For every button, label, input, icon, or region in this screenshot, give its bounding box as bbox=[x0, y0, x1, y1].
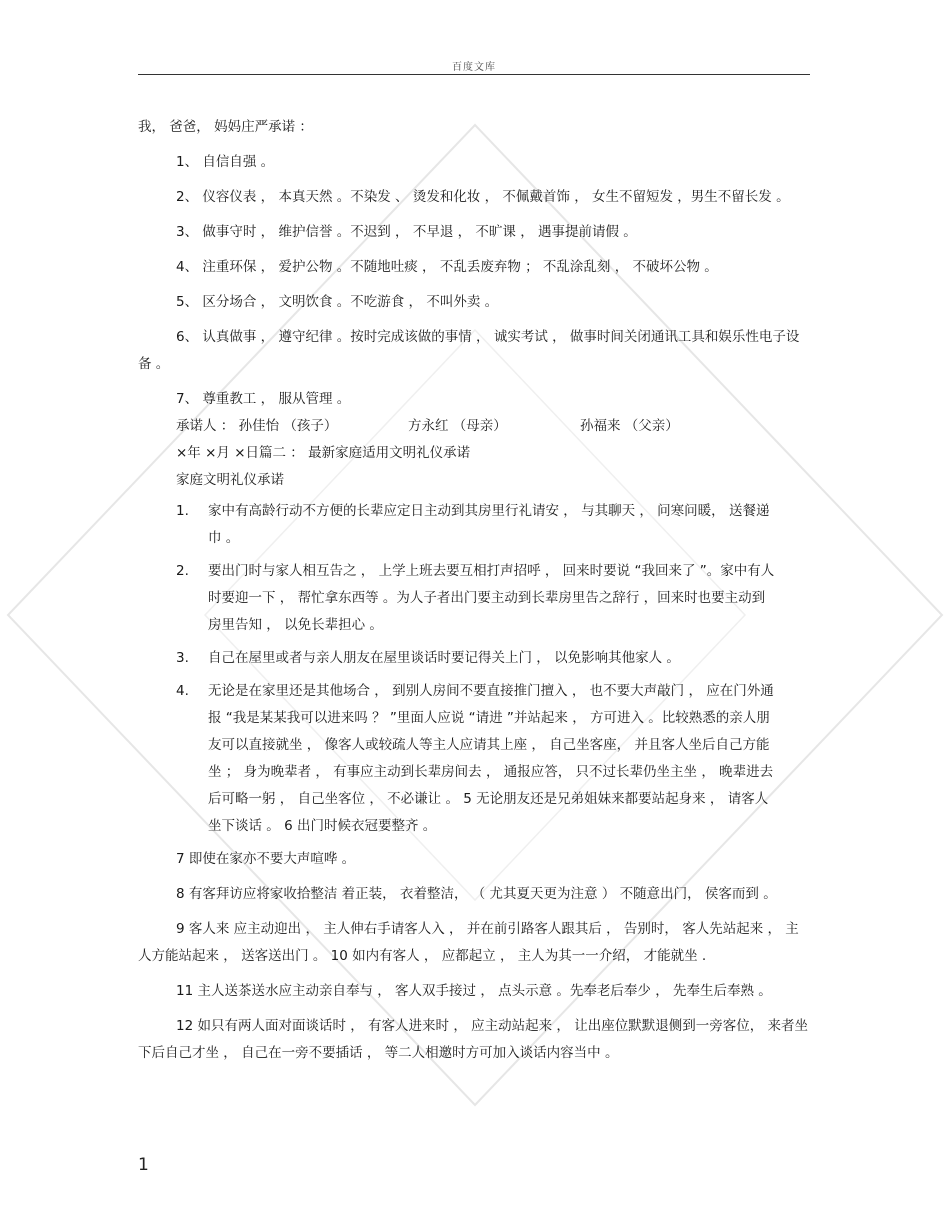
header-divider bbox=[138, 74, 810, 75]
section-subtitle: 家庭文明礼仪承诺 bbox=[176, 472, 284, 488]
pledge-item: 5、 区分场合 ， 文明饮食 。不吃游食 ， 不叫外卖 。 bbox=[176, 294, 499, 310]
item-text: 无论是在家里还是其他场合 ， 到别人房间不要直接推门擅入 ， 也不要大声敲门 ， 应在门外通报 “我是某某我可以进来吗 ？ ”里面人应说 “请进 ”并站起来 ， 方可进入 。比较熟悉的亲人朋友可以直接就坐 ， 像客人或较疏人等主人应请其上座 ， 自己坐客座， 并且客人坐后自己方能坐 ； 身为晚辈者 ， 有事应主动到长辈房间去 ， 通报应答， 只不过长辈仍坐主坐 ， 晚辈进去后可略一躬 ， 自己坐客位 ， 不必谦让 。 5 无论朋友还是兄弟姐妹来都要站起身来 ， 请客人坐下谈话 。 6 出门时候衣冠要整齐 。 bbox=[208, 683, 774, 834]
paragraph-11: 11 主人送茶送水应主动亲自奉与 ， 客人双手接过 ， 点头示意 。先奉老后奉少 ， 先奉生后奉熟 。 bbox=[176, 983, 772, 999]
pledge-item: 2、 仪容仪表 ， 本真天然 。不染发 、 烫发和化妆 ， 不佩戴首饰 ， 女生不留短发 ，男生不留长发 。 bbox=[176, 189, 790, 205]
numbered-item bbox=[138, 558, 810, 639]
item-number: 1. bbox=[176, 503, 189, 519]
paragraph-7: 7 即使在家亦不要大声喧哗 。 bbox=[176, 851, 356, 867]
pledge-item: 7、 尊重教工 ， 服从管理 。 bbox=[176, 391, 351, 407]
item-text: 家中有高龄行动不方便的长辈应定日主动到其房里行礼请安 ， 与其聊天 ， 问寒问暖， 送餐递巾 。 bbox=[208, 503, 770, 546]
item-text: 要出门时与家人相互告之 ， 上学上班去要互相打声招呼 ， 回来时要说 “我回来了 ”。家中有人时要迎一下 ， 帮忙拿东西等 。为人子者出门要主动到长辈房里告之辞行 ，回来时也要主动到房里告知 ， 以免长辈担心 。 bbox=[208, 563, 775, 633]
item-number: 4. bbox=[176, 683, 189, 699]
pledge-item: 1、 自信自强 。 bbox=[176, 154, 275, 170]
paragraph-8: 8 有客拜访应将家收拾整洁 着正装， 衣着整洁， （ 尤其夏天更为注意 ） 不随意出门， 侯客而到 。 bbox=[176, 886, 777, 902]
numbered-item bbox=[138, 498, 810, 552]
paragraph-9: 9 客人来 应主动迎出 ， 主人伸右手请客人入 ， 并在前引路客人跟其后 ， 告别时， 客人先站起来 ， 主人方能站起来 ， 送客送出门 。 10 如内有客人 ， 应都起立 ， 主人为其一一介绍， 才能就坐 . bbox=[138, 921, 799, 964]
pledge-item: 4、 注重环保 ， 爱护公物 。不随地吐痰 ， 不乱丢废弃物 ； 不乱涂乱刻 ， 不破坏公物 。 bbox=[176, 259, 718, 275]
numbered-item bbox=[138, 645, 810, 672]
signer-father: 孙福来 （父亲） bbox=[580, 418, 679, 434]
document-body bbox=[138, 114, 810, 1075]
item-number: 3. bbox=[176, 650, 189, 666]
pledge-item: 6、 认真做事 ， 遵守纪律 。按时完成该做的事情 ， 诚实考试 ， 做事时间关闭通讯工具和娱乐性电子设备 。 bbox=[138, 329, 800, 372]
page-header-title: 百度文库 bbox=[452, 62, 496, 73]
date-line: ×年 ×月 ×日篇二 ： 最新家庭适用文明礼仪承诺 bbox=[176, 445, 471, 461]
pledge-item: 3、 做事守时 ， 维护信誉 。不迟到 ， 不早退 ， 不旷课 ， 遇事提前请假 。 bbox=[176, 224, 637, 240]
page-number: 1 bbox=[138, 1155, 149, 1175]
intro-line: 我， 爸爸， 妈妈庄严承诺 ： bbox=[138, 119, 313, 135]
signers-line bbox=[138, 413, 810, 440]
paragraph-12: 12 如只有两人面对面谈话时 ， 有客人进来时 ， 应主动站起来 ， 让出座位默默退侧到一旁客位， 来者坐下后自己才坐 ， 自己在一旁不要插话 ， 等二人相邀时方可加入谈话内容当中 。 bbox=[138, 1018, 809, 1061]
signer-mother: 方永红 （母亲） bbox=[408, 418, 507, 434]
signer-child: 承诺人 ： 孙佳怡 （孩子） bbox=[176, 418, 338, 434]
numbered-item bbox=[138, 678, 810, 840]
item-number: 2. bbox=[176, 563, 189, 579]
item-text: 自己在屋里或者与亲人朋友在屋里谈话时要记得关上门 ， 以免影响其他家人 。 bbox=[208, 650, 680, 666]
